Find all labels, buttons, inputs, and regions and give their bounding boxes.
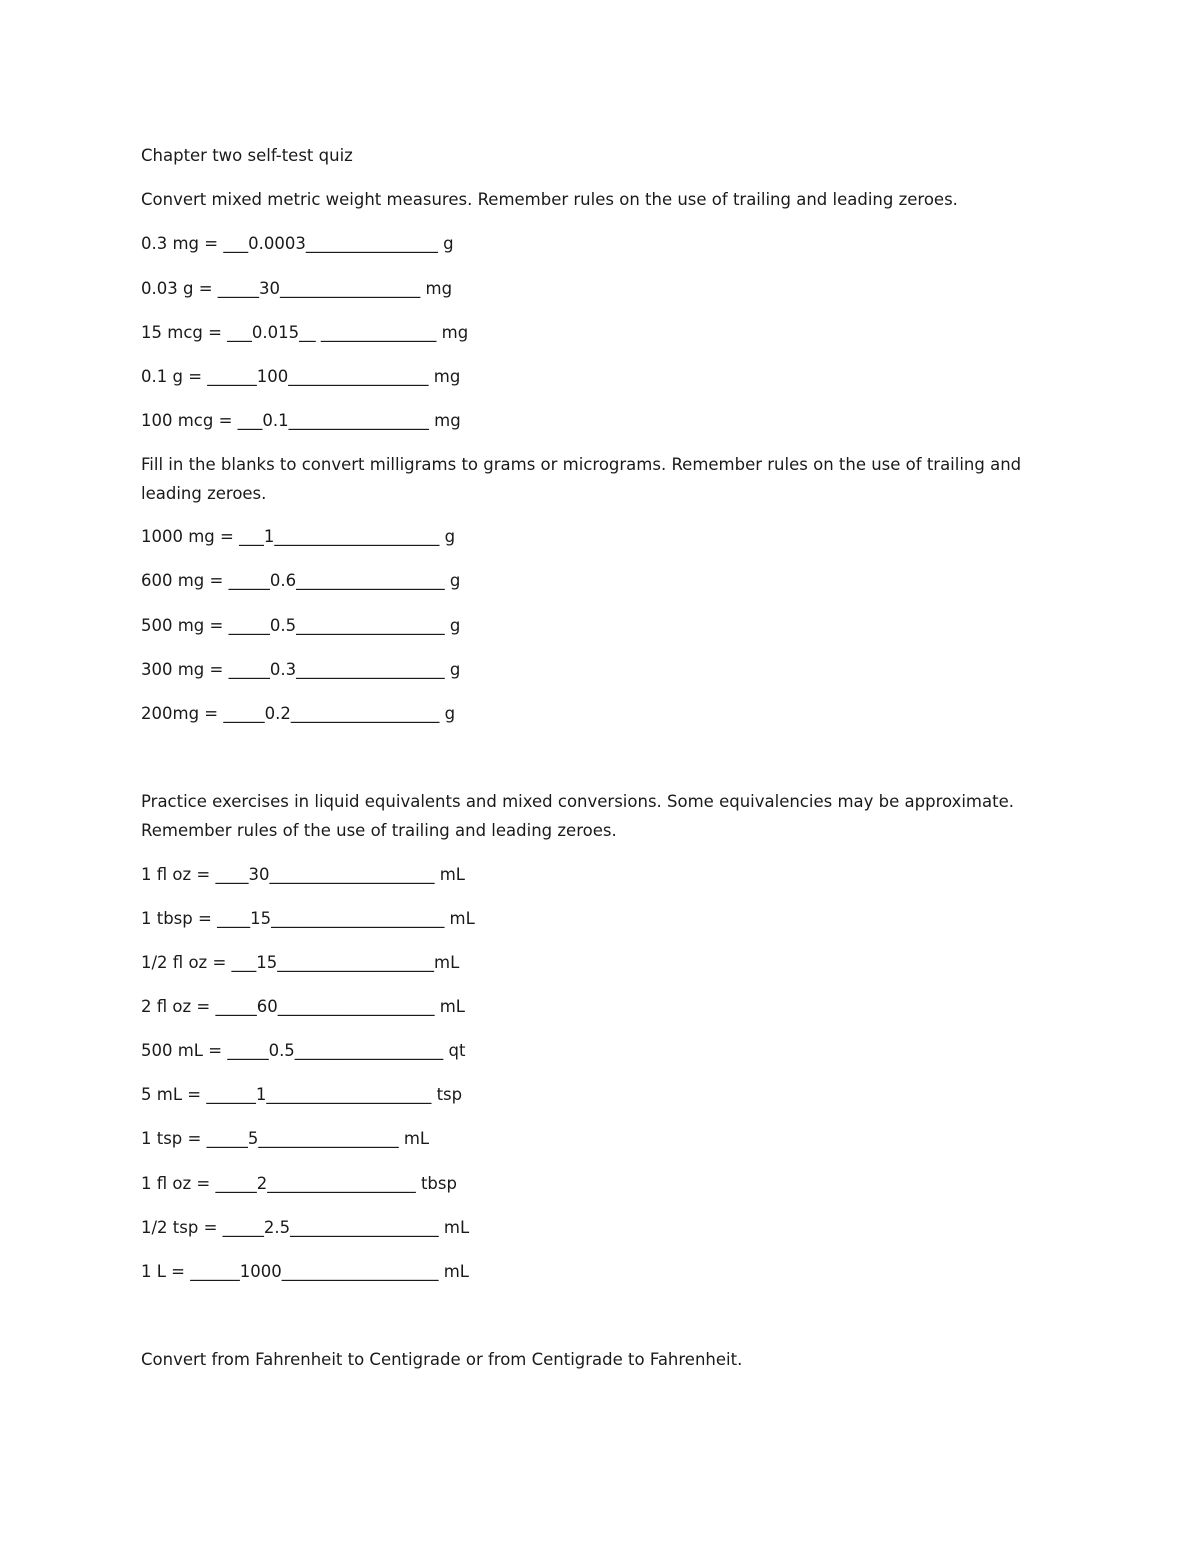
quiz-item: 1/2 fl oz = ___15___________________mL <box>141 953 460 972</box>
page-title: Chapter two self-test quiz <box>141 146 353 165</box>
quiz-item: 0.03 g = _____30_________________ mg <box>141 279 453 298</box>
quiz-item: 1 fl oz = ____30____________________ mL <box>141 865 465 884</box>
quiz-item: 200mg = _____0.2__________________ g <box>141 704 456 723</box>
quiz-item: 1 tsp = _____5_________________ mL <box>141 1129 430 1148</box>
quiz-item: 500 mg = _____0.5__________________ g <box>141 616 461 635</box>
quiz-item: 0.3 mg = ___0.0003________________ g <box>141 234 454 253</box>
quiz-item: 300 mg = _____0.3__________________ g <box>141 660 461 679</box>
quiz-item: 1/2 tsp = _____2.5__________________ mL <box>141 1218 470 1237</box>
section-3-instruction: Practice exercises in liquid equivalents and mixed conversions. Some equivalencies may be approximate. Remember rules of the use of trailing and leading zeroes. <box>141 792 1014 840</box>
quiz-item: 2 fl oz = _____60___________________ mL <box>141 997 465 1016</box>
section-1-instruction: Convert mixed metric weight measures. Remember rules on the use of trailing and leading zeroes. <box>141 190 958 209</box>
quiz-item: 1 tbsp = ____15_____________________ mL <box>141 909 475 928</box>
quiz-item: 500 mL = _____0.5__________________ qt <box>141 1041 466 1060</box>
section-4-instruction: Convert from Fahrenheit to Centigrade or from Centigrade to Fahrenheit. <box>141 1350 743 1369</box>
quiz-item: 0.1 g = ______100_________________ mg <box>141 367 461 386</box>
quiz-item: 600 mg = _____0.6__________________ g <box>141 571 461 590</box>
quiz-item: 5 mL = ______1____________________ tsp <box>141 1085 463 1104</box>
quiz-item: 1 L = ______1000___________________ mL <box>141 1262 470 1281</box>
section-2-instruction: Fill in the blanks to convert milligrams to grams or micrograms. Remember rules on the use of trailing and leading zeroes. <box>141 455 1022 503</box>
quiz-item: 1 fl oz = _____2__________________ tbsp <box>141 1174 457 1193</box>
quiz-item: 100 mcg = ___0.1_________________ mg <box>141 411 461 430</box>
quiz-item: 15 mcg = ___0.015__ ______________ mg <box>141 323 469 342</box>
quiz-item: 1000 mg = ___1____________________ g <box>141 527 456 546</box>
